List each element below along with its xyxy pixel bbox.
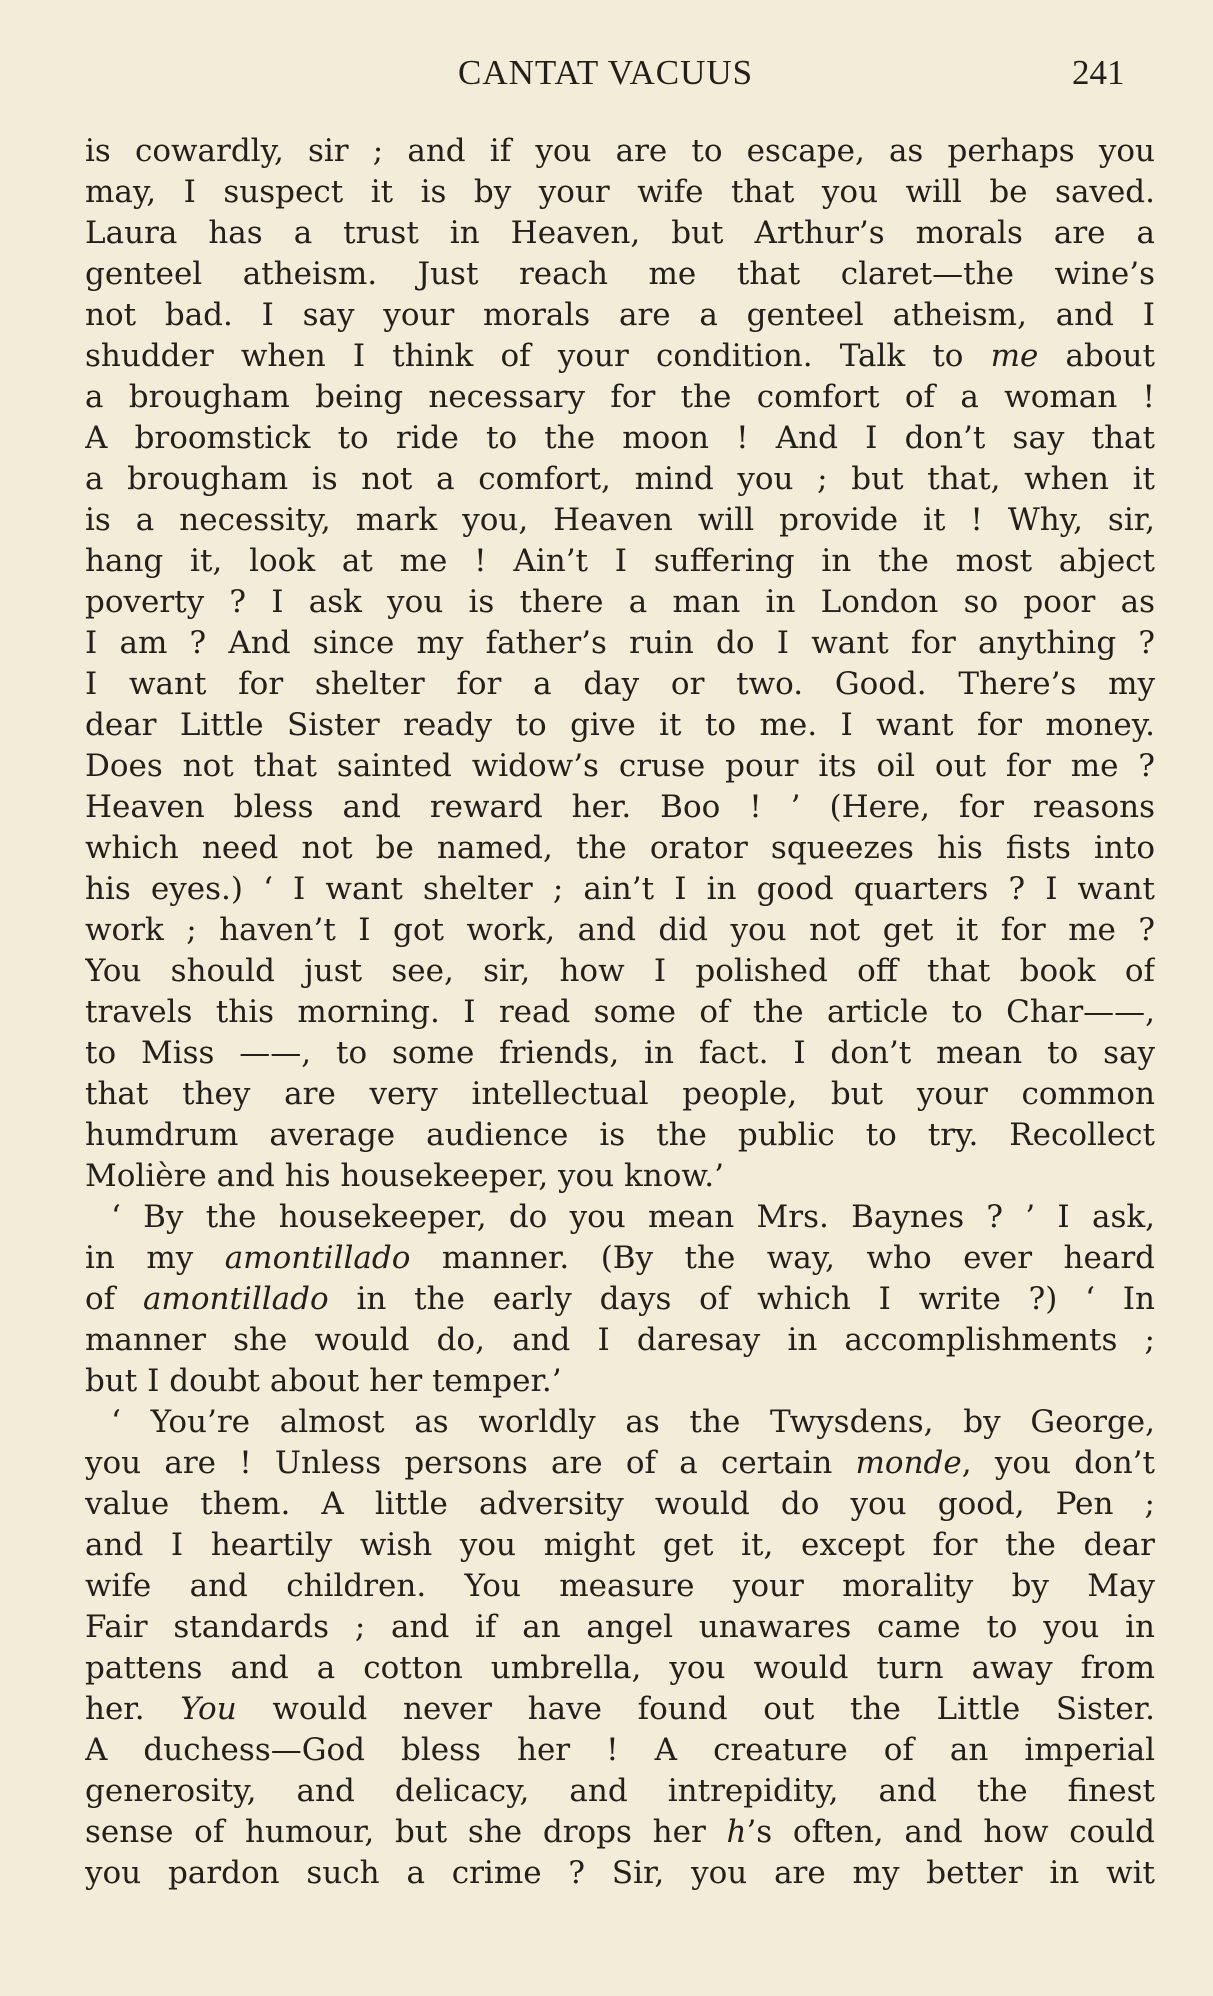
text-line bbox=[85, 992, 1155, 1033]
text-run: wife and children. You measure your morality by May bbox=[85, 1568, 1155, 1604]
text-run: ‘ By the housekeeper, do you mean Mrs. Baynes ? ’ I ask, bbox=[111, 1199, 1155, 1235]
text-line bbox=[85, 1484, 1155, 1525]
text-line bbox=[85, 664, 1155, 705]
text-run: I want for shelter for a day or two. Good. There’s my bbox=[85, 666, 1155, 702]
text-run: shudder when I think of your condition. Talk to bbox=[85, 338, 991, 374]
text-line bbox=[85, 541, 1155, 582]
running-head bbox=[0, 48, 1213, 98]
text-line bbox=[85, 1607, 1155, 1648]
text-run: humdrum average audience is the public to try. Recollect bbox=[85, 1117, 1155, 1153]
text-run: I am ? And since my father’s ruin do I want for anything ? bbox=[85, 625, 1155, 661]
text-run: , you don’t bbox=[961, 1445, 1155, 1481]
text-run: Fair standards ; and if an angel unawares came to you in bbox=[85, 1609, 1155, 1645]
text-line bbox=[85, 1279, 1155, 1320]
text-line bbox=[85, 1853, 1155, 1894]
text-run: and I heartily wish you might get it, except for the dear bbox=[85, 1527, 1155, 1563]
text-line bbox=[85, 1730, 1155, 1771]
text-run: Laura has a trust in Heaven, but Arthur’s morals are a bbox=[85, 215, 1155, 251]
text-line bbox=[85, 1689, 1155, 1730]
text-line bbox=[85, 582, 1155, 623]
text-run: in the early days of which I write ?) ‘ In bbox=[328, 1281, 1155, 1317]
text-line bbox=[85, 1402, 1155, 1443]
text-run: poverty ? I ask you is there a man in London so poor as bbox=[85, 584, 1155, 620]
text-line bbox=[85, 951, 1155, 992]
text-run: but I doubt about her temper.’ bbox=[85, 1363, 562, 1399]
text-run: not bad. I say your morals are a genteel atheism, and I bbox=[85, 297, 1155, 333]
text-run: is a necessity, mark you, Heaven will provide it ! Why, sir, bbox=[85, 502, 1155, 538]
page-number: 241 bbox=[1072, 53, 1125, 92]
text-run: Does not that sainted widow’s cruse pour its oil out for me ? bbox=[85, 748, 1155, 784]
text-run: work ; haven’t I got work, and did you not get it for me ? bbox=[85, 912, 1155, 948]
text-line bbox=[85, 787, 1155, 828]
text-run: travels this morning. I read some of the article to Char——, bbox=[85, 994, 1155, 1030]
text-run: his eyes.) ‘ I want shelter ; ain’t I in good quarters ? I want bbox=[85, 871, 1155, 907]
text-run: which need not be named, the orator squeezes his fists into bbox=[85, 830, 1155, 866]
text-run: generosity, and delicacy, and intrepidity, and the finest bbox=[85, 1773, 1155, 1809]
text-line bbox=[85, 1771, 1155, 1812]
italic-text: amontillado bbox=[224, 1240, 411, 1276]
text-line bbox=[85, 1238, 1155, 1279]
text-run: You should just see, sir, how I polished off that book of bbox=[85, 953, 1155, 989]
text-run: her. bbox=[85, 1691, 181, 1727]
italic-text: me bbox=[990, 338, 1039, 374]
text-line bbox=[85, 295, 1155, 336]
text-run: dear Little Sister ready to give it to me. I want for money. bbox=[85, 707, 1155, 743]
text-run: you pardon such a crime ? Sir, you are my better in wit bbox=[85, 1855, 1155, 1891]
text-line bbox=[85, 910, 1155, 951]
text-run: pattens and a cotton umbrella, you would turn away from bbox=[85, 1650, 1155, 1686]
text-line bbox=[85, 1566, 1155, 1607]
text-run: Molière and his housekeeper, you know.’ bbox=[85, 1158, 724, 1194]
text-run: hang it, look at me ! Ain’t I suffering in the most abject bbox=[85, 543, 1155, 579]
text-line bbox=[85, 377, 1155, 418]
italic-text: amontillado bbox=[142, 1281, 329, 1317]
text-line bbox=[85, 131, 1155, 172]
text-line bbox=[85, 1361, 1155, 1402]
text-run: a brougham is not a comfort, mind you ; but that, when it bbox=[85, 461, 1155, 497]
text-line bbox=[85, 828, 1155, 869]
text-line bbox=[85, 459, 1155, 500]
text-line bbox=[85, 1320, 1155, 1361]
text-line bbox=[85, 623, 1155, 664]
text-line bbox=[85, 1812, 1155, 1853]
text-line bbox=[85, 1033, 1155, 1074]
text-line bbox=[85, 1443, 1155, 1484]
text-run: sense of humour, but she drops her bbox=[85, 1814, 727, 1850]
text-line bbox=[85, 500, 1155, 541]
italic-text: monde bbox=[855, 1445, 962, 1481]
text-line bbox=[85, 418, 1155, 459]
text-run: manner she would do, and I daresay in accomplishments ; bbox=[85, 1322, 1155, 1358]
text-run: to Miss ——, to some friends, in fact. I don’t mean to say bbox=[85, 1035, 1155, 1071]
text-line bbox=[85, 1525, 1155, 1566]
text-run: ‘ You’re almost as worldly as the Twysdens, by George, bbox=[111, 1404, 1155, 1440]
text-run: of bbox=[85, 1281, 143, 1317]
text-run: value them. A little adversity would do you good, Pen ; bbox=[85, 1486, 1155, 1522]
text-run: would never have found out the Little Sister. bbox=[236, 1691, 1155, 1727]
text-line bbox=[85, 869, 1155, 910]
text-line bbox=[85, 1156, 1155, 1197]
text-run: may, I suspect it is by your wife that you will be saved. bbox=[85, 174, 1155, 210]
text-run: Heaven bless and reward her. Boo ! ’ (Here, for reasons bbox=[85, 789, 1155, 825]
italic-text: You bbox=[180, 1691, 237, 1727]
text-line bbox=[85, 746, 1155, 787]
italic-text: h bbox=[726, 1814, 747, 1850]
text-run: you are ! Unless persons are of a certain bbox=[85, 1445, 856, 1481]
text-run: in my bbox=[85, 1240, 225, 1276]
text-line bbox=[85, 1648, 1155, 1689]
text-line bbox=[85, 1197, 1155, 1238]
text-run: is cowardly, sir ; and if you are to escape, as perhaps you bbox=[85, 133, 1155, 169]
text-line bbox=[85, 172, 1155, 213]
running-title: CANTAT VACUUS bbox=[458, 53, 754, 92]
text-line bbox=[85, 213, 1155, 254]
text-run: manner. (By the way, who ever heard bbox=[410, 1240, 1155, 1276]
text-run: a brougham being necessary for the comfort of a woman ! bbox=[85, 379, 1155, 415]
text-run: A duchess—God bless her ! A creature of an imperial bbox=[85, 1732, 1155, 1768]
text-run: about bbox=[1038, 338, 1155, 374]
text-run: genteel atheism. Just reach me that claret—the wine’s bbox=[85, 256, 1155, 292]
text-line bbox=[85, 705, 1155, 746]
text-run: A broomstick to ride to the moon ! And I don’t say that bbox=[85, 420, 1155, 456]
text-line bbox=[85, 336, 1155, 377]
text-line bbox=[85, 1115, 1155, 1156]
text-line bbox=[85, 1074, 1155, 1115]
text-line bbox=[85, 254, 1155, 295]
body-text bbox=[85, 131, 1155, 1894]
text-run: ’s often, and how could bbox=[746, 1814, 1155, 1850]
text-run: that they are very intellectual people, but your common bbox=[85, 1076, 1155, 1112]
